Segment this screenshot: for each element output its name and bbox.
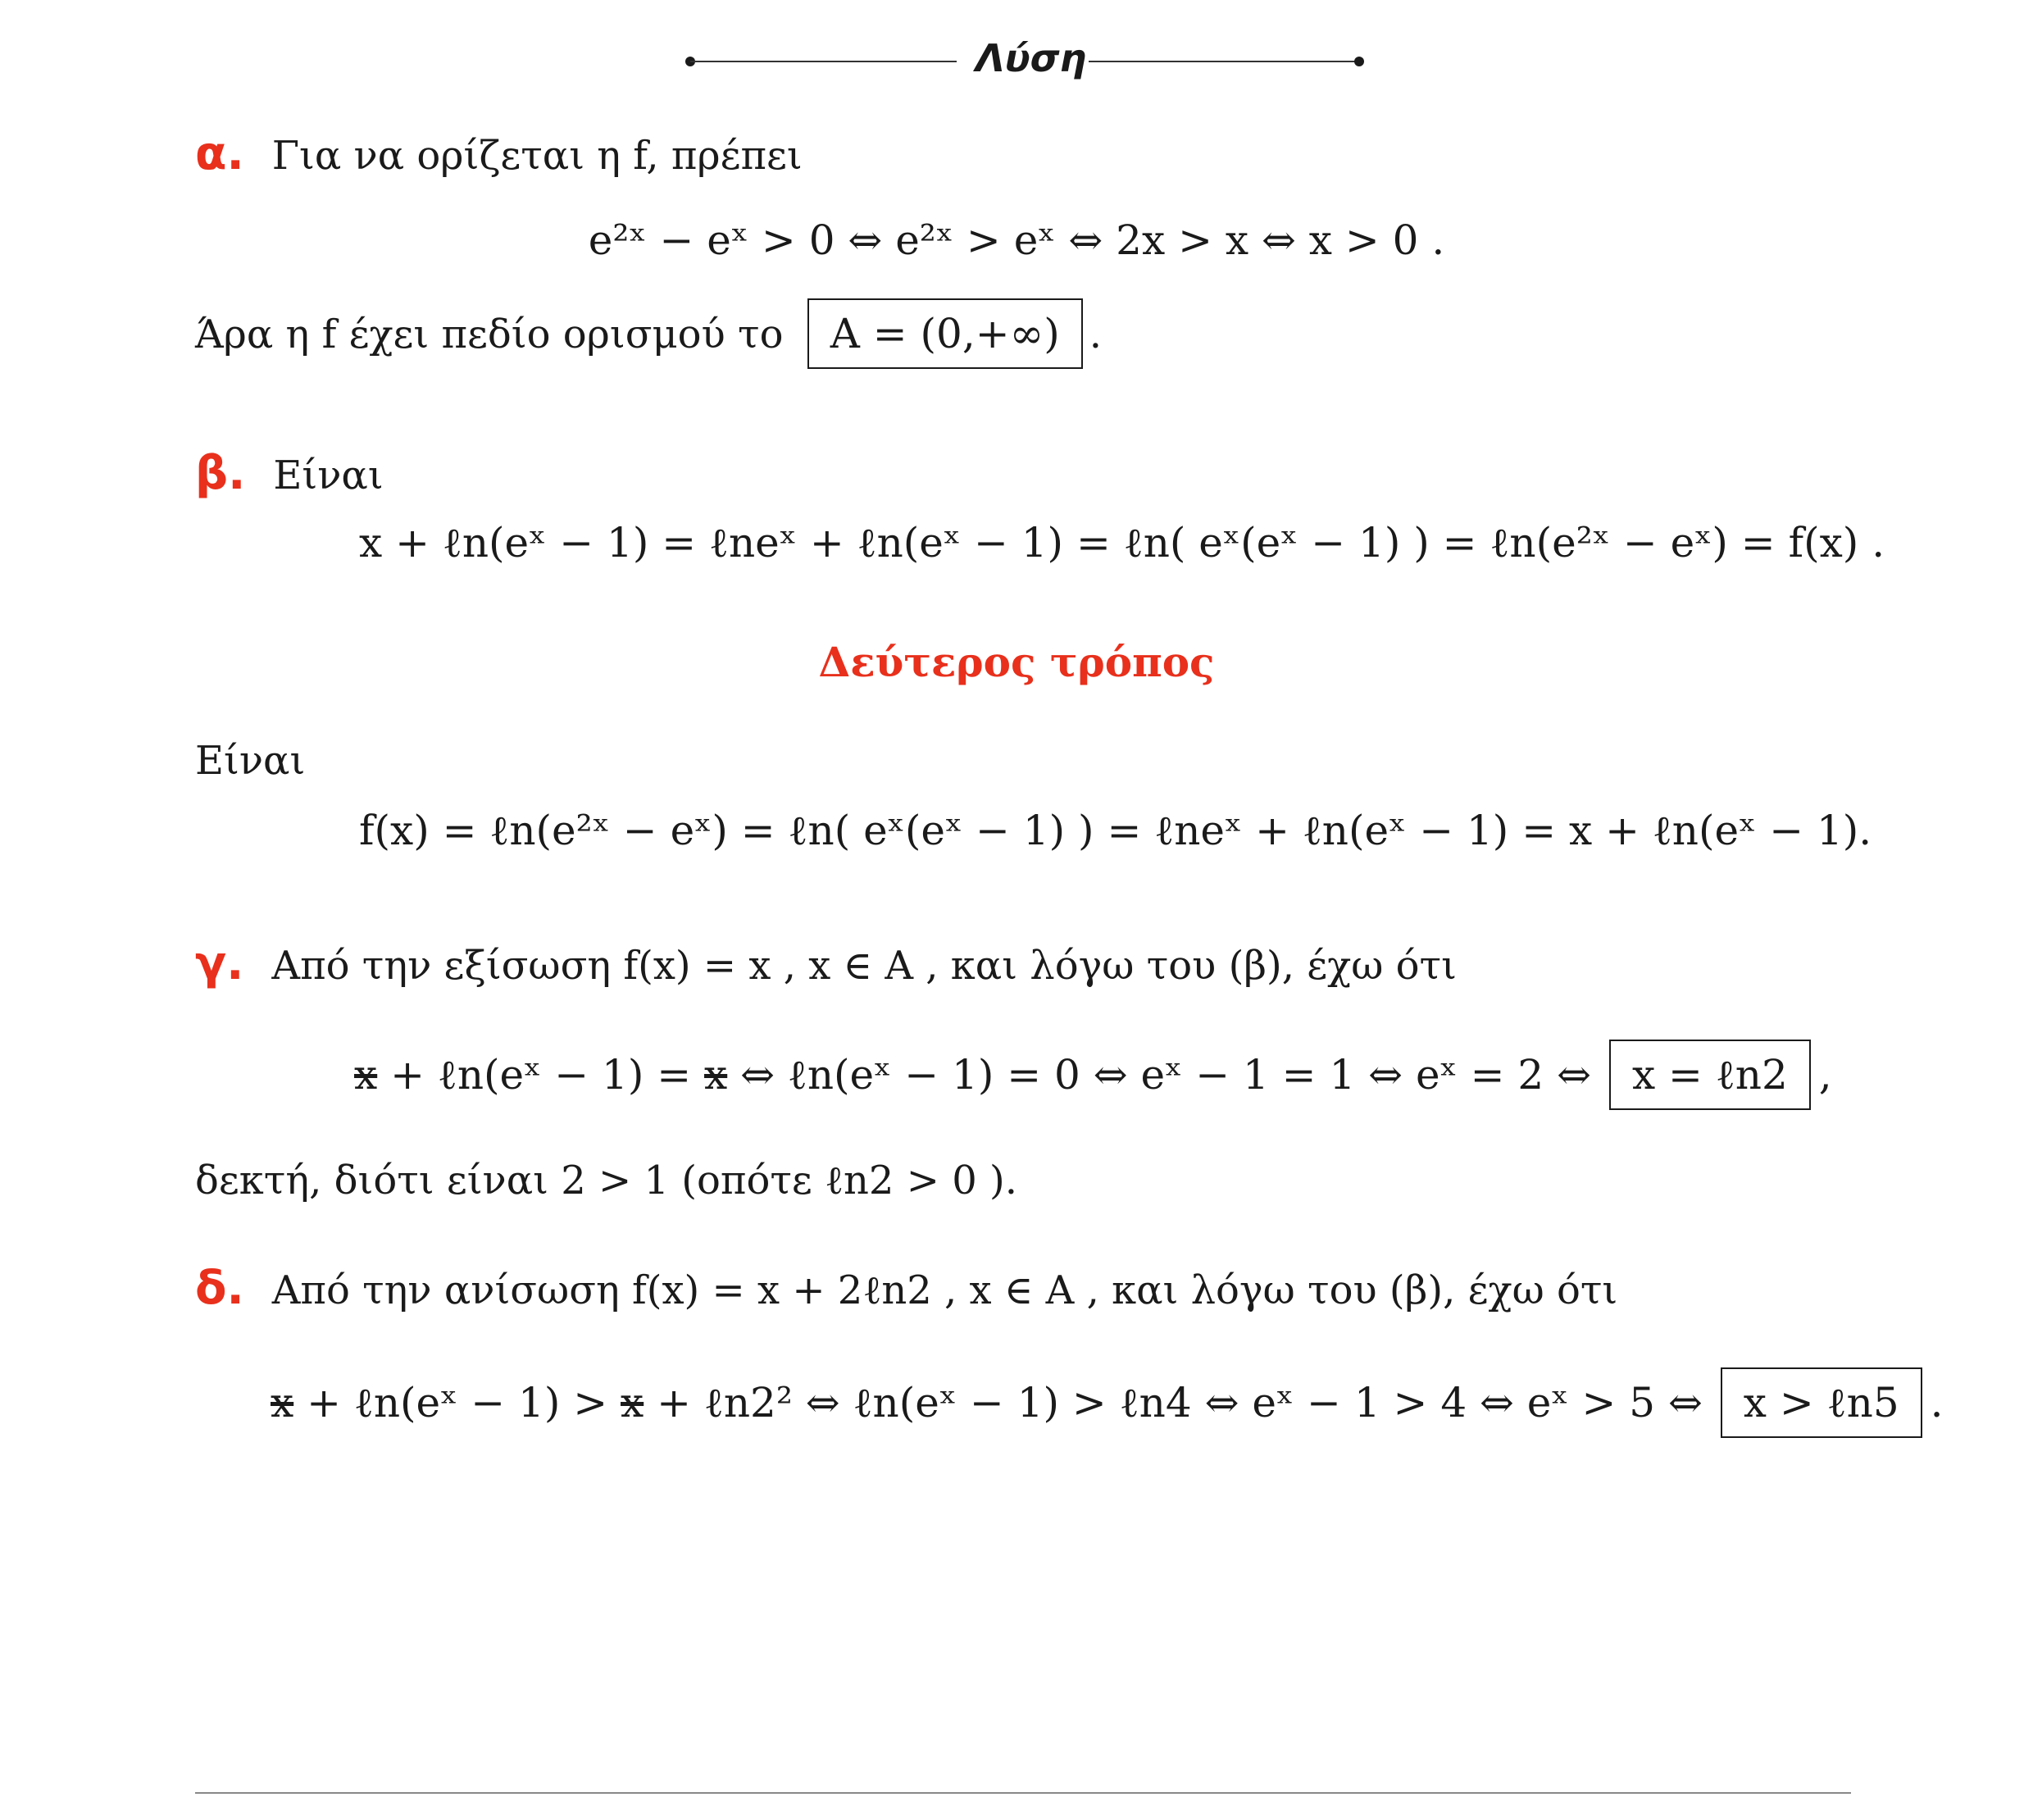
part-d-equation [271, 1367, 1944, 1438]
part-b-equation: x + ℓn(eˣ − 1) = ℓneˣ + ℓn(eˣ − 1) = ℓn( eˣ(eˣ − 1) ) = ℓn(e²ˣ − eˣ) = f(x) . [359, 519, 1885, 566]
part-c-result-box: x = ℓn2 [1609, 1040, 1811, 1110]
part-b-intro: Είναι [273, 453, 384, 498]
part-a-equation: e²ˣ − eˣ > 0 ⇔ e²ˣ > eˣ ⇔ 2x > x ⇔ x > 0 . [588, 216, 1445, 264]
part-c-cancelled-x: x [354, 1051, 378, 1099]
part-d-eq-rest: + ℓn2² ⇔ ℓn(eˣ − 1) > ℓn4 ⇔ eˣ − 1 > 4 ⇔ eˣ > 5 ⇔ [644, 1379, 1703, 1426]
part-d-eq-mid: + ℓn(eˣ − 1) > [293, 1379, 621, 1426]
part-a-line [195, 127, 803, 180]
part-d-label: δ. [195, 1262, 244, 1315]
page-title: Λύση [976, 36, 1087, 80]
part-b-line [195, 449, 384, 500]
part-a-conclusion-text: Άρα η f έχει πεδίο ορισμού το [195, 312, 784, 357]
header-left-rule [690, 61, 957, 62]
part-c-note: δεκτή, διότι είναι 2 > 1 (οπότε ℓn2 > 0 ). [195, 1158, 1017, 1203]
part-c-label: γ. [195, 937, 244, 990]
part-c-eq-mid: + ℓn(eˣ − 1) = [377, 1051, 705, 1099]
footer-rule [195, 1792, 1851, 1794]
part-a-label: α. [195, 127, 244, 180]
part-d-trailing: . [1930, 1379, 1944, 1426]
part-c-trailing: , [1818, 1051, 1832, 1099]
second-way-heading: Δεύτερος τρόπος [818, 638, 1215, 686]
part-c-equation [354, 1040, 1832, 1110]
part-a-conclusion [195, 298, 1102, 369]
part-d-result-box: x > ℓn5 [1721, 1367, 1922, 1438]
header-right-dot [1354, 57, 1364, 66]
part-b-label: β. [195, 447, 246, 500]
part-c-eq-rest: ⇔ ℓn(eˣ − 1) = 0 ⇔ eˣ − 1 = 1 ⇔ eˣ = 2 ⇔ [727, 1051, 1592, 1099]
part-a-trailing: . [1089, 312, 1103, 357]
part-d-line [195, 1264, 1617, 1315]
part-a-intro: Για να ορίζεται η f, πρέπει [271, 133, 803, 179]
part-c-intro: Από την εξίσωση f(x) = x , x ∈ A , και λόγω του (β), έχω ότι [271, 943, 1457, 989]
part-c-line [195, 937, 1457, 990]
part-d-intro: Από την ανίσωση f(x) = x + 2ℓn2 , x ∈ A , και λόγω του (β), έχω ότι [271, 1267, 1618, 1313]
part-d-cancelled-x: x [271, 1379, 294, 1426]
second-way-equation: f(x) = ℓn(e²ˣ − eˣ) = ℓn( eˣ(eˣ − 1) ) = ℓneˣ + ℓn(eˣ − 1) = x + ℓn(eˣ − 1). [359, 807, 1872, 854]
header-right-rule [1089, 61, 1359, 62]
second-way-intro: Είναι [195, 738, 306, 784]
part-c-cancelled-x-2: x [704, 1051, 728, 1099]
part-a-result-box: A = (0,+∞) [807, 298, 1083, 369]
part-d-cancelled-x-2: x [621, 1379, 644, 1426]
